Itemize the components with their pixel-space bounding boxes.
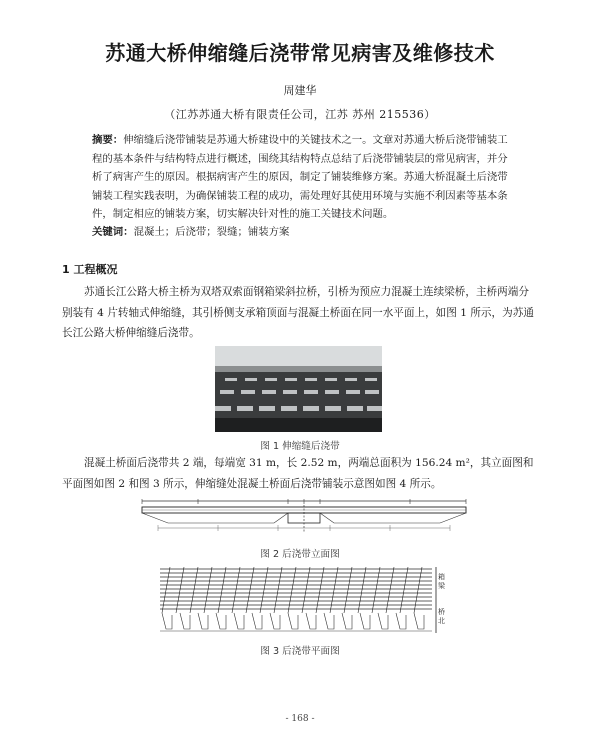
affiliation: （江苏苏通大桥有限责任公司，江苏 苏州 215536） bbox=[164, 108, 436, 121]
figure-2-caption: 图 2 后浇带立面图 bbox=[260, 549, 340, 560]
section-heading: 1 工程概况 bbox=[62, 263, 118, 276]
abstract-label: 摘要： bbox=[92, 134, 124, 146]
figure-3-drawing bbox=[160, 565, 450, 637]
figure-1-photo bbox=[215, 346, 382, 432]
figure-3-label-top: 箱梁 bbox=[438, 573, 445, 590]
keywords-text: 混凝土；后浇带；裂缝；铺装方案 bbox=[133, 226, 290, 238]
paper-title: 苏通大桥伸缩缝后浇带常见病害及维修技术 bbox=[105, 41, 495, 65]
author: 周建华 bbox=[283, 84, 317, 97]
elevation-diagram bbox=[138, 497, 470, 537]
expansion-joint-photo bbox=[215, 346, 382, 432]
paragraph-2: 混凝土桥面后浇带共 2 端，每端宽 31 m，长 2.52 m，两端总面积为 156.24 m²，其立面图和平面图如图 2 和图 3 所示，伸缩缝处混凝土桥面后浇带铺装示意图如图 4 所示。 bbox=[62, 457, 534, 490]
abstract bbox=[92, 131, 512, 224]
figure-3-caption: 图 3 后浇带平面图 bbox=[260, 646, 340, 657]
abstract-text: 伸缩缝后浇带铺装是苏通大桥建设中的关键技术之一。文章对苏通大桥后浇带铺装工程的基本条件与结构特点进行概述，围绕其结构特点总结了后浇带铺装层的常见病害，并分析了病害产生的原因。根据病害产生的原因，制定了铺装维修方案。苏通大桥混凝土后浇带铺装工程实践表明，为确保铺装工程的成功，需处理好其使用环境与实施不利因素等基本条件，制定相应的铺装方案，切实解决针对性的施工关键技术问题。 bbox=[92, 134, 508, 220]
figure-3-label-bottom: 桥北 bbox=[438, 608, 445, 625]
figure-2-drawing bbox=[138, 497, 470, 537]
figure-1-caption: 图 1 伸缩缝后浇带 bbox=[260, 441, 340, 452]
page-number: - 168 - bbox=[285, 714, 315, 724]
keywords-label: 关键词： bbox=[92, 226, 134, 238]
keywords bbox=[92, 223, 512, 238]
paragraph-1: 苏通长江公路大桥主桥为双塔双索面钢箱梁斜拉桥，引桥为预应力混凝土连续梁桥，主桥两端分别装有 4 片转轴式伸缩缝，其引桥侧支承箱顶面与混凝土桥面在同一水平面上，如图 1 所示，为苏通长江公路大桥伸缩缝后浇带。 bbox=[62, 286, 534, 339]
plan-diagram bbox=[160, 565, 450, 637]
